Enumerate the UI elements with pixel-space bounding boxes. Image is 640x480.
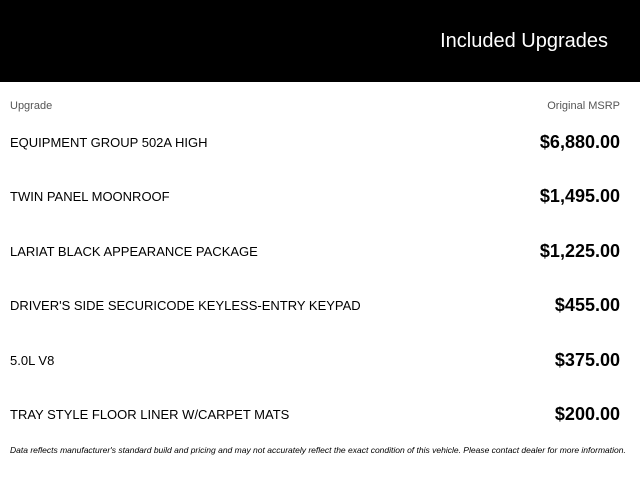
upgrade-name: TWIN PANEL MOONROOF (10, 189, 170, 205)
upgrade-row (10, 169, 620, 223)
upgrade-price: $6,880.00 (539, 132, 620, 152)
upgrade-name: DRIVER'S SIDE SECURICODE KEYLESS-ENTRY KEYPAD (10, 298, 361, 314)
upgrade-row (10, 115, 620, 169)
upgrade-price: $455.00 (554, 295, 620, 316)
upgrade-row (10, 278, 620, 332)
upgrade-price: $1,225.00 (539, 240, 620, 261)
upgrade-name: 5.0L V8 (10, 352, 55, 368)
page-title: Included Upgrades (440, 30, 608, 52)
upgrade-price: $1,495.00 (539, 186, 620, 207)
upgrade-price: $375.00 (554, 349, 620, 370)
msrp-column-header: Original MSRP (547, 100, 620, 112)
upgrade-name: EQUIPMENT GROUP 502A HIGH (10, 135, 208, 150)
upgrade-row (10, 387, 620, 441)
disclaimer-text: Data reflects manufacturer's standard build and pricing and may not accurately reflect the exact condition of this vehicle. Please contact dealer for more information. (10, 445, 626, 455)
upgrade-price: $200.00 (554, 403, 620, 424)
upgrade-name: TRAY STYLE FLOOR LINER W/CARPET MATS (10, 406, 290, 422)
header-bar (0, 0, 640, 82)
upgrade-row (10, 333, 620, 387)
upgrade-name: LARIAT BLACK APPEARANCE PACKAGE (10, 243, 258, 259)
upgrade-column-header: Upgrade (10, 100, 53, 112)
column-headers (10, 99, 620, 113)
upgrade-row (10, 224, 620, 278)
upgrade-list (10, 115, 620, 441)
